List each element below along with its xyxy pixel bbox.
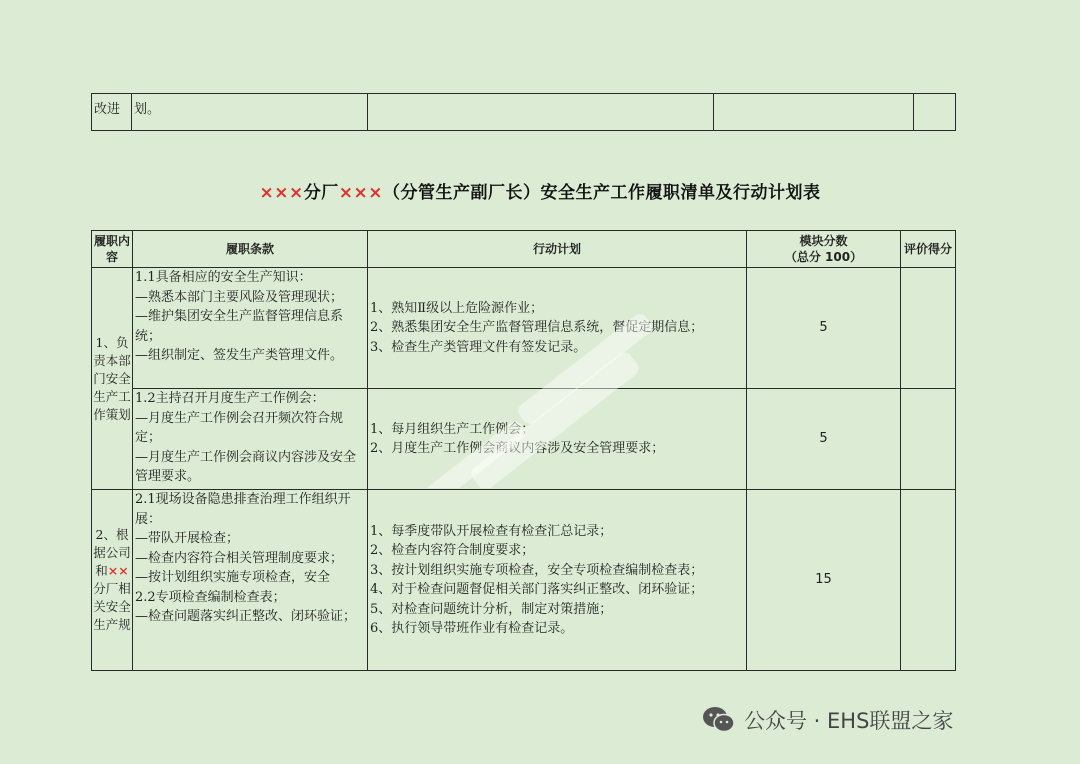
- duty-table: [91, 230, 956, 671]
- header-score: [747, 231, 901, 268]
- fragment-cell-score: [714, 94, 914, 131]
- plan-cell: [368, 268, 747, 389]
- plan-line: 1、每月组织生产工作例会；: [370, 421, 535, 437]
- item-line: —带队开展检查；: [135, 531, 240, 546]
- plan-line: 4、对于检查问题督促相关部门落实纠正整改、闭环验证；: [370, 582, 704, 597]
- duty-red-marks: ××: [107, 563, 129, 578]
- header-eval: 评价得分: [901, 231, 956, 268]
- items-cell: [133, 389, 368, 490]
- title-red-marks-2: ×××: [338, 183, 383, 203]
- table-row: [92, 389, 956, 490]
- items-cell: [133, 490, 368, 671]
- header-score-line2: （总分 100）: [784, 250, 863, 264]
- item-line: 1.2主持召开月度生产工作例会：: [135, 391, 325, 406]
- plan-line: 1、熟知Ⅱ级以上危险源作业；: [370, 300, 544, 316]
- item-line: —维护集团安全生产监督管理信息系统；: [135, 309, 344, 344]
- table-row: [92, 490, 956, 671]
- footer-text: 公众号 · EHS联盟之家: [744, 709, 954, 733]
- plan-line: 2、月度生产工作例会商议内容涉及安全管理要求；: [370, 441, 665, 456]
- eval-cell: [901, 268, 956, 389]
- plan-line: 5、对检查问题统计分析，制定对策措施；: [370, 601, 613, 617]
- item-line: —按计划组织实施专项检查，安全: [135, 570, 331, 585]
- header-duty: 履职内容: [92, 231, 133, 268]
- plan-line: 3、按计划组织实施专项检查，安全专项检查编制检查表；: [370, 562, 704, 578]
- item-line: —月度生产工作例会召开频次符合规定；: [135, 410, 344, 445]
- duty-text-part: 分厂相关安全生产规: [93, 581, 131, 632]
- item-line: 2.2专项检查编制检查表；: [135, 589, 286, 605]
- score-cell: 5: [747, 268, 901, 389]
- item-line: —月度生产工作例会商议内容涉及安全管理要求。: [135, 449, 357, 484]
- table-header-row: [92, 231, 956, 268]
- wechat-icon: [702, 705, 736, 735]
- page-title: [0, 178, 1080, 203]
- title-factory: 分厂: [303, 183, 339, 203]
- eval-cell: [901, 389, 956, 490]
- title-red-marks: ×××: [259, 183, 304, 203]
- title-text: （分管生产副厂长）安全生产工作履职清单及行动计划表: [382, 183, 821, 203]
- duty-cell-1: 1、负责本部门安全生产工作策划: [92, 268, 133, 490]
- item-line: —检查问题落实纠正整改、闭环验证；: [135, 609, 357, 624]
- table-row: [92, 94, 956, 131]
- plan-line: 3、检查生产类管理文件有签发记录。: [370, 339, 587, 355]
- item-line: —组织制定、签发生产类管理文件。: [135, 348, 344, 363]
- plan-line: 2、检查内容符合制度要求；: [370, 543, 535, 558]
- previous-table-fragment: [91, 93, 956, 131]
- eval-cell: [901, 490, 956, 671]
- header-plan: 行动计划: [368, 231, 747, 268]
- score-cell: 15: [747, 490, 901, 671]
- duty-text-part: 2、根据公司和: [93, 527, 131, 578]
- duty-cell-2: [92, 490, 133, 671]
- table-row: [92, 268, 956, 389]
- plan-line: 6、执行领导带班作业有检查记录。: [370, 621, 574, 636]
- plan-line: 2、熟悉集团安全生产监督管理信息系统，督促定期信息；: [370, 320, 704, 336]
- wechat-footer: [702, 702, 953, 738]
- fragment-cell-plan: [368, 94, 714, 131]
- items-cell: [133, 268, 368, 389]
- score-cell: 5: [747, 389, 901, 490]
- item-line: —熟悉本部门主要风险及管理现状；: [135, 289, 344, 305]
- header-items: 履职条款: [133, 231, 368, 268]
- item-line: —检查内容符合相关管理制度要求；: [135, 550, 344, 566]
- fragment-cell-items: 划。: [132, 94, 368, 131]
- header-score-line1: 模块分数: [799, 234, 848, 248]
- fragment-cell-duty: 改进: [92, 94, 132, 131]
- plan-line: 1、每季度带队开展检查有检查汇总记录；: [370, 523, 613, 539]
- item-line: 1.1具备相应的安全生产知识：: [135, 270, 312, 285]
- plan-cell: [368, 389, 747, 490]
- fragment-cell-eval: [914, 94, 956, 131]
- item-line: 2.1现场设备隐患排查治理工作组织开展：: [135, 492, 351, 527]
- plan-cell: [368, 490, 747, 671]
